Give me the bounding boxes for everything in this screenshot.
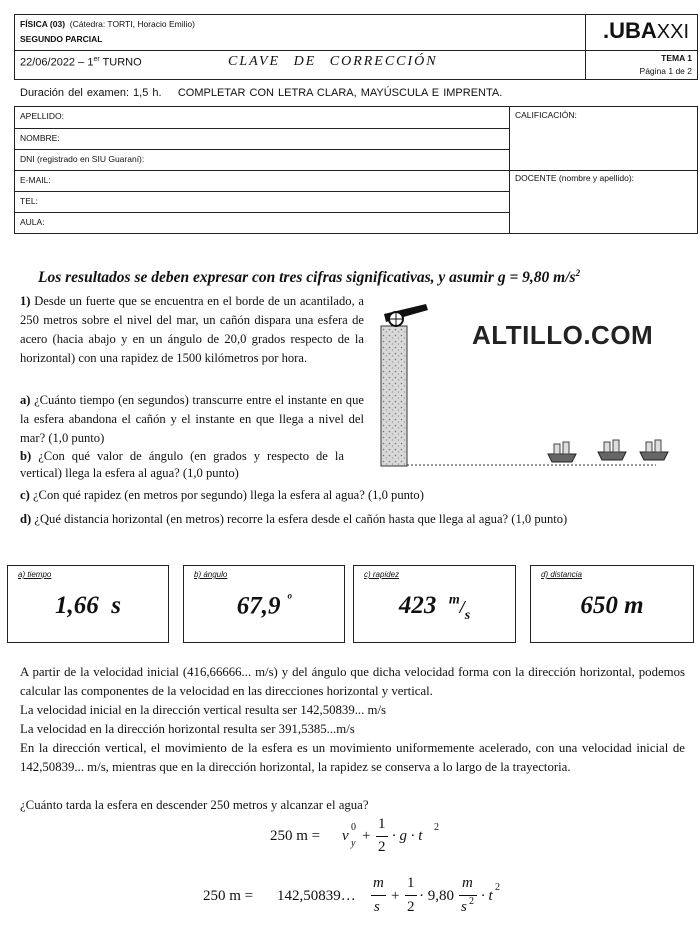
tema: TEMA 1 <box>661 53 692 63</box>
turno-num: 1 <box>87 56 94 69</box>
student-form <box>14 106 698 234</box>
eq2-rest: · t <box>481 888 493 904</box>
eq2-s2-exp: 2 <box>469 896 474 907</box>
turno-sep: – <box>78 56 85 69</box>
cliff-illustration <box>376 298 696 470</box>
eq2-m2: m <box>462 875 473 891</box>
answer-box-tiempo <box>7 565 169 643</box>
eq1-rest: · g · t <box>392 828 423 844</box>
question-b-label: b) <box>20 449 32 463</box>
eq1-v: v <box>342 828 349 844</box>
eq2-lhs: 250 m = <box>203 888 254 904</box>
field-nombre[interactable]: NOMBRE: <box>15 128 509 149</box>
pagina: Página 1 de 2 <box>639 66 692 76</box>
solution-p4: En la dirección vertical, el movimiento de la esfera es un movimiento uniformemente acelerado, con una velocidad inicial de 142,50839... m/s, mientras que en la dirección horizontal, la rapidez se conserva a lo largo de la trayectoria. <box>20 741 685 774</box>
eq2-exp: 2 <box>495 882 500 893</box>
rule-text: Los resultados se deben expresar con tres cifras significativas, y asumir g = 9,80 m/s <box>38 269 576 287</box>
answer-label: a) tiempo <box>18 570 52 579</box>
solution-p5: ¿Cuánto tarda la esfera en descender 250 metros y alcanzar el agua? <box>20 798 369 812</box>
question-d-text: ¿Qué distancia horizontal (en metros) recorre la esfera desde el cañón hasta que llega al agua? (1,0 punto) <box>34 512 568 526</box>
eq2-s: s <box>374 899 380 915</box>
ship-icon <box>548 442 576 462</box>
turno-word: TURNO <box>102 56 142 69</box>
answer-box-angulo <box>183 565 345 643</box>
calificacion-field[interactable]: CALIFICACIÓN: <box>515 110 577 120</box>
eq2-num: 142,50839… <box>277 888 356 904</box>
cliff <box>381 326 407 466</box>
answer-unit-den: s <box>464 608 471 623</box>
answer-unit-num: m <box>448 592 460 608</box>
answer-unit: º <box>286 592 292 608</box>
page-title: CLAVE DE CORRECCIÓN <box>228 54 438 69</box>
eq1-exp: 2 <box>434 822 439 833</box>
answer-value <box>8 592 168 620</box>
eq2-one: 1 <box>407 875 415 891</box>
field-aula[interactable]: AULA: <box>15 212 509 234</box>
question-d <box>20 510 700 529</box>
eq1-v-sub: y <box>351 838 356 849</box>
calificacion-divider <box>509 170 697 171</box>
eq2-bar2 <box>405 895 417 896</box>
subject: FÍSICA (03) <box>20 19 66 29</box>
solution-p2: La velocidad inicial en la dirección vertical resulta ser 142,50839... m/s <box>20 703 387 717</box>
answer-number: 67,9 <box>236 592 281 620</box>
turno-sup: er <box>93 56 100 63</box>
question-c <box>20 486 700 505</box>
field-tel[interactable]: TEL: <box>15 191 509 212</box>
exam-date: 22/06/2022 <box>20 56 76 69</box>
eq1-lhs: 250 m = <box>270 828 321 844</box>
header-vdivider <box>585 14 586 80</box>
eq2-s2: s <box>461 899 467 915</box>
answer-value <box>184 592 344 620</box>
catedra: (Cátedra: TORTI, Horacio Emilio) <box>69 19 195 29</box>
rule-exp: 2 <box>575 268 581 278</box>
answer-box-rapidez <box>353 565 516 643</box>
problem-statement <box>20 292 364 368</box>
cannon-icon <box>384 304 428 326</box>
duration: Duración del examen: 1,5 h. <box>20 87 162 99</box>
question-a-text: ¿Cuánto tiempo (en segundos) transcurre entre el instante en que la esfera abandona el cañón y el instante en que llega a nivel del mar? (1,0 punto) <box>20 393 364 445</box>
ship-icon <box>640 440 668 460</box>
question-a-label: a) <box>20 393 31 407</box>
exam-date-line <box>20 56 142 69</box>
solution-p3: La velocidad en la dirección horizontal resulta ser 391,5385...m/s <box>20 722 355 736</box>
ship-icon <box>598 440 626 460</box>
docente-field[interactable]: DOCENTE (nombre y apellido): <box>515 173 635 183</box>
eq1-bar <box>376 836 388 837</box>
eq2-m: m <box>373 875 384 891</box>
answer-number: 1,66 <box>55 592 99 619</box>
subject-line <box>20 19 195 29</box>
answer-box-distancia <box>530 565 694 643</box>
field-apellido[interactable]: APELLIDO: <box>20 111 64 121</box>
answer-unit: s <box>111 592 121 619</box>
answer-label: b) ángulo <box>194 570 228 579</box>
answer-label: c) rapidez <box>364 570 400 579</box>
instructions <box>20 87 502 99</box>
question-d-label: d) <box>20 512 32 526</box>
field-email[interactable]: E-MAIL: <box>15 170 509 191</box>
logo-main: .UBA <box>603 18 657 43</box>
answer-number: 423 <box>398 592 437 619</box>
header-divider <box>14 50 698 51</box>
uba-logo <box>603 18 689 44</box>
field-dni[interactable]: DNI (registrado en SIU Guaraní): <box>15 149 509 170</box>
question-b-text: ¿Con qué valor de ángulo (en grados y respecto de la vertical) llega la esfera al agua? (1,0 punto) <box>20 449 344 480</box>
answer-value: 423 $^m/_s$ <box>398 592 471 623</box>
eq2-plus: + <box>391 888 400 904</box>
logo-suffix: XXI <box>656 21 690 43</box>
eq2-bar1 <box>371 895 386 896</box>
eq1-two: 2 <box>378 839 386 855</box>
question-b <box>20 448 344 482</box>
rule-line <box>38 268 580 287</box>
eq1-plus: + <box>362 828 371 844</box>
eq1-one: 1 <box>378 816 386 832</box>
exam-name: SEGUNDO PARCIAL <box>20 34 103 44</box>
eq1-v-sup: 0 <box>351 822 356 833</box>
answer-label: d) distancia <box>541 570 582 579</box>
eq2-bar3 <box>459 895 477 896</box>
question-a <box>20 391 364 448</box>
solution-p1: A partir de la velocidad inicial (416,66666... m/s) y del ángulo que dicha velocidad forma con la dirección horizontal, podemos calcular las componentes de la velocidad en las direcciones horizontal y vertical. <box>20 665 685 698</box>
complete-note: COMPLETAR CON LETRA CLARA, MAYÚSCULA E IMPRENTA. <box>177 87 503 99</box>
eq2-two: 2 <box>407 899 415 915</box>
watermark: ALTILLO.COM <box>472 320 654 350</box>
eq2-g: · 9,80 <box>419 888 454 904</box>
problem-number: 1) <box>20 294 31 308</box>
problem-text: Desde un fuerte que se encuentra en el borde de un acantilado, a 250 metros sobre el nivel del mar, un cañón dispara una esfera de acero (hacia abajo y en un ángulo de 20,0 grados respecto de la horizontal) con una rapidez de 1500 kilómetros por hora. <box>20 294 364 365</box>
answer-value: 650 m <box>580 592 644 619</box>
question-c-text: ¿Con qué rapidez (en metros por segundo) llega la esfera al agua? (1,0 punto) <box>32 488 424 502</box>
question-c-label: c) <box>20 488 30 502</box>
